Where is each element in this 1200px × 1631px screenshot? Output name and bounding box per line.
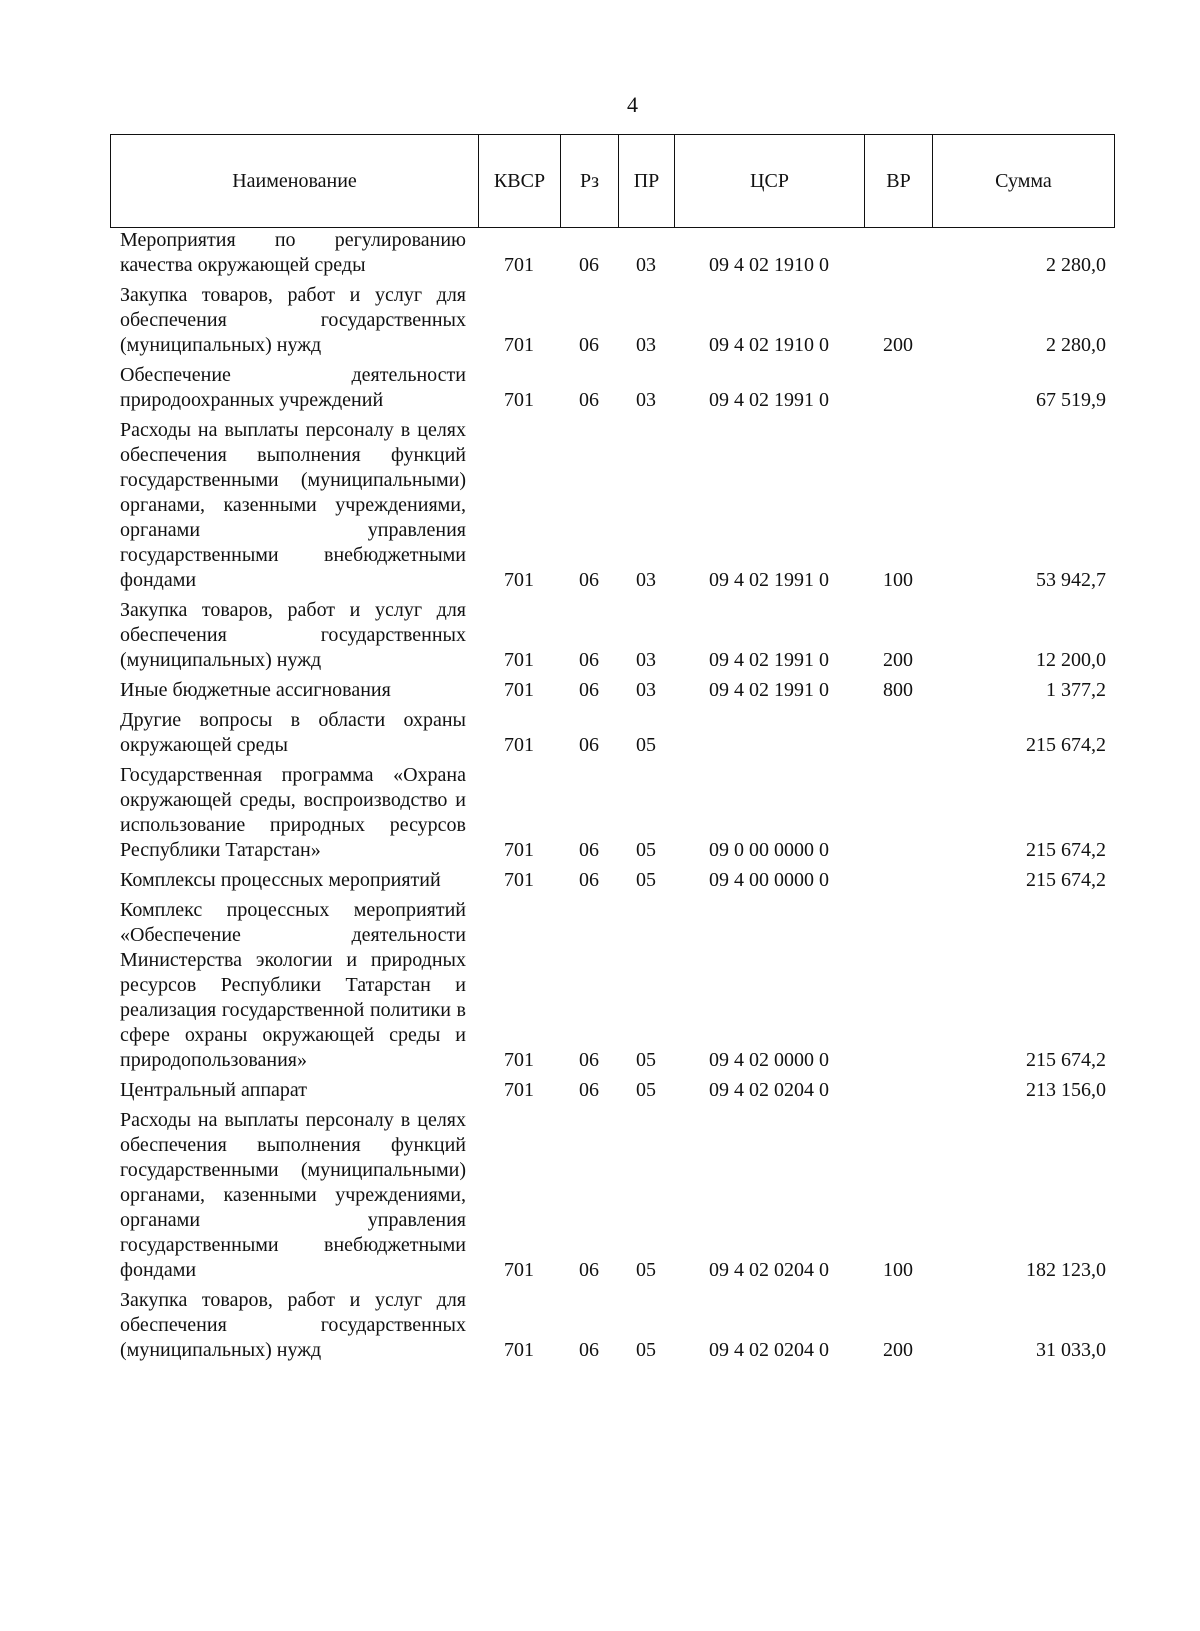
row-rz: 06 xyxy=(579,569,599,591)
row-sum: 2 280,0 xyxy=(1046,334,1106,356)
row-vr: 800 xyxy=(883,679,913,701)
row-kvsr: 701 xyxy=(504,334,534,356)
row-name: Другие вопросы в области охраны окружающей среды xyxy=(120,709,466,756)
row-rz: 06 xyxy=(579,869,599,891)
row-sum: 215 674,2 xyxy=(1026,1049,1106,1071)
row-vr: 200 xyxy=(883,334,913,356)
row-kvsr: 701 xyxy=(504,649,534,671)
row-name: Иные бюджетные ассигнования xyxy=(120,679,391,701)
table-row xyxy=(110,418,1130,593)
row-sum: 53 942,7 xyxy=(1036,569,1106,591)
header-kvsr: КВСР xyxy=(479,135,561,228)
row-pr: 03 xyxy=(636,389,656,411)
row-sum: 215 674,2 xyxy=(1026,869,1106,891)
row-pr: 05 xyxy=(636,734,656,756)
row-name: Расходы на выплаты персоналу в целях обеспечения выполнения функций государственными (муниципальными) органами, казенными учреждениями, органами управления государственными внебюджетными фондами xyxy=(120,419,466,591)
row-pr: 03 xyxy=(636,649,656,671)
row-vr: 200 xyxy=(883,1339,913,1361)
page-number: 4 xyxy=(627,92,638,117)
row-name: Расходы на выплаты персоналу в целях обеспечения выполнения функций государственными (муниципальными) органами, казенными учреждениями, органами управления государственными внебюджетными фондами xyxy=(120,1109,466,1281)
row-kvsr: 701 xyxy=(504,254,534,276)
table-row xyxy=(110,763,1130,863)
row-rz: 06 xyxy=(579,1259,599,1281)
row-sum: 67 519,9 xyxy=(1036,389,1106,411)
table-row xyxy=(110,598,1130,673)
row-vr: 100 xyxy=(883,1259,913,1281)
row-name: Закупка товаров, работ и услуг для обеспечения государственных (муниципальных) нужд xyxy=(120,284,466,356)
row-csr: 09 4 02 0000 0 xyxy=(709,1049,829,1071)
row-kvsr: 701 xyxy=(504,1049,534,1071)
row-name: Закупка товаров, работ и услуг для обеспечения государственных (муниципальных) нужд xyxy=(120,599,466,671)
row-kvsr: 701 xyxy=(504,839,534,861)
header-vr: ВР xyxy=(865,135,933,228)
row-vr: 200 xyxy=(883,649,913,671)
row-name: Комплексы процессных мероприятий xyxy=(120,869,441,891)
row-pr: 05 xyxy=(636,1049,656,1071)
row-kvsr: 701 xyxy=(504,569,534,591)
row-name: Обеспечение деятельности природоохранных учреждений xyxy=(120,364,466,411)
row-rz: 06 xyxy=(579,334,599,356)
row-sum: 2 280,0 xyxy=(1046,254,1106,276)
row-csr: 09 4 02 1991 0 xyxy=(709,569,829,591)
row-rz: 06 xyxy=(579,389,599,411)
row-sum: 213 156,0 xyxy=(1026,1079,1106,1101)
row-kvsr: 701 xyxy=(504,1339,534,1361)
row-csr: 09 4 02 0204 0 xyxy=(709,1079,829,1101)
row-rz: 06 xyxy=(579,1339,599,1361)
row-sum: 31 033,0 xyxy=(1036,1339,1106,1361)
row-csr: 09 4 02 1910 0 xyxy=(709,254,829,276)
row-kvsr: 701 xyxy=(504,1259,534,1281)
row-csr: 09 4 02 0204 0 xyxy=(709,1339,829,1361)
row-csr: 09 4 02 1991 0 xyxy=(709,679,829,701)
header-sum: Сумма xyxy=(933,135,1115,228)
row-vr: 100 xyxy=(883,569,913,591)
row-sum: 12 200,0 xyxy=(1036,649,1106,671)
row-pr: 03 xyxy=(636,569,656,591)
row-name: Комплекс процессных мероприятий «Обеспечение деятельности Министерства экологии и природных ресурсов Республики Татарстан и реализация государственной политики в сфере охраны окружающей среды и природопользования» xyxy=(120,899,466,1071)
row-sum: 215 674,2 xyxy=(1026,839,1106,861)
table-header xyxy=(110,134,1115,228)
row-csr: 09 4 02 0204 0 xyxy=(709,1259,829,1281)
row-rz: 06 xyxy=(579,254,599,276)
row-sum: 215 674,2 xyxy=(1026,734,1106,756)
table-row xyxy=(110,363,1130,413)
table-row xyxy=(110,898,1130,1073)
table-row xyxy=(110,1078,1130,1103)
row-pr: 05 xyxy=(636,1079,656,1101)
row-sum: 1 377,2 xyxy=(1046,679,1106,701)
row-rz: 06 xyxy=(579,1079,599,1101)
row-pr: 03 xyxy=(636,254,656,276)
row-pr: 05 xyxy=(636,1339,656,1361)
row-kvsr: 701 xyxy=(504,1079,534,1101)
row-kvsr: 701 xyxy=(504,679,534,701)
row-rz: 06 xyxy=(579,1049,599,1071)
table-row xyxy=(110,868,1130,893)
table-row xyxy=(110,1108,1130,1283)
row-pr: 05 xyxy=(636,869,656,891)
header-csr: ЦСР xyxy=(675,135,865,228)
table-body xyxy=(110,228,1130,1368)
row-kvsr: 701 xyxy=(504,734,534,756)
row-pr: 03 xyxy=(636,679,656,701)
row-csr: 09 4 02 1910 0 xyxy=(709,334,829,356)
header-pr: ПР xyxy=(619,135,675,228)
table-row xyxy=(110,1288,1130,1363)
row-name: Государственная программа «Охрана окружающей среды, воспроизводство и использование природных ресурсов Республики Татарстан» xyxy=(120,764,466,861)
row-csr: 09 4 02 1991 0 xyxy=(709,389,829,411)
row-kvsr: 701 xyxy=(504,869,534,891)
row-csr: 09 4 02 1991 0 xyxy=(709,649,829,671)
table-row xyxy=(110,283,1130,358)
row-pr: 03 xyxy=(636,334,656,356)
row-pr: 05 xyxy=(636,839,656,861)
row-sum: 182 123,0 xyxy=(1026,1259,1106,1281)
table-row xyxy=(110,678,1130,703)
row-rz: 06 xyxy=(579,679,599,701)
row-kvsr: 701 xyxy=(504,389,534,411)
row-rz: 06 xyxy=(579,839,599,861)
row-name: Мероприятия по регулированию качества окружающей среды xyxy=(120,229,466,276)
row-name: Закупка товаров, работ и услуг для обеспечения государственных (муниципальных) нужд xyxy=(120,1289,466,1361)
row-csr: 09 4 00 0000 0 xyxy=(709,869,829,891)
header-rz: Рз xyxy=(561,135,619,228)
row-name: Центральный аппарат xyxy=(120,1079,308,1101)
table-row xyxy=(110,708,1130,758)
table-row xyxy=(110,228,1130,278)
row-rz: 06 xyxy=(579,649,599,671)
header-name: Наименование xyxy=(111,135,479,228)
row-csr: 09 0 00 0000 0 xyxy=(709,839,829,861)
row-pr: 05 xyxy=(636,1259,656,1281)
row-rz: 06 xyxy=(579,734,599,756)
